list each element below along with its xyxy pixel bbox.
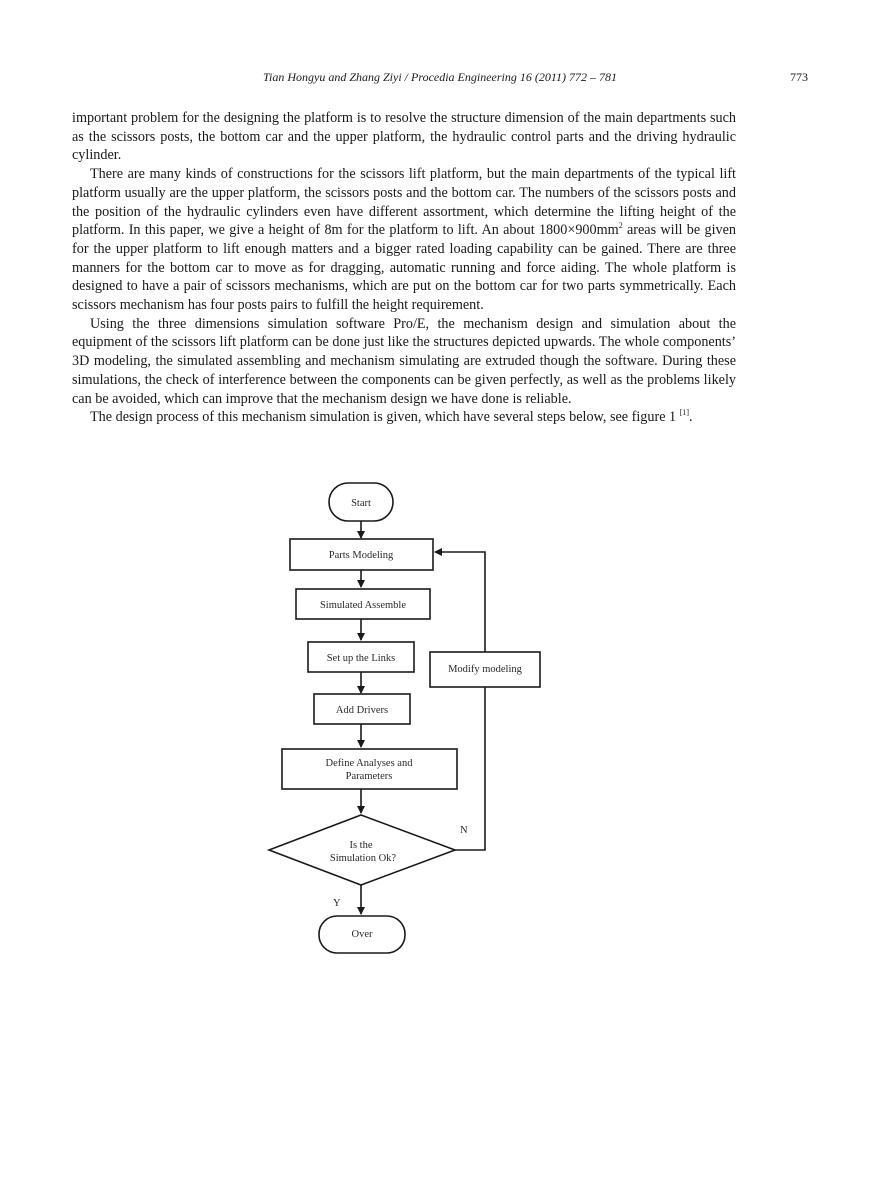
paragraph-4-text: The design process of this mechanism simulation is given, which have several steps below, see figure 1 (90, 409, 677, 426)
modify-modeling-label: Modify modeling (448, 664, 522, 675)
add-drivers-label: Add Drivers (335, 705, 389, 716)
define-analyses-label-line1: Define Analyses and (325, 758, 413, 769)
decision-label-line1: Is the (349, 840, 373, 851)
simulated-assemble-label: Simulated Assemble (319, 600, 407, 611)
area-text: An about 1800×900mm (481, 222, 619, 239)
citation-ref: [1] (679, 408, 690, 418)
set-up-links-label: Set up the Links (326, 653, 396, 664)
paragraph-2-rest: areas will be given for the upper platform to lift enough matters and a bigger rated loading capability can be gained. There are three manners for the bottom car to move as for dragging, automatic running and force aiding. The whole platform is designed to have a pair of scissors mechanisms, which are put on the bottom car for two parts symmetrically. Each scissors mechanism has four posts pairs to fulfill the height requirement. (72, 222, 737, 314)
decision-label-line2: Simulation Ok? (329, 853, 397, 864)
paragraph-2-main: There are many kinds of constructions for the scissors lift platform, but the main departments of the typical lift platform usually are the upper platform, the scissors posts and the bottom car. The numbers of the scissors posts and the position of the hydraulic cylinders even have different assortment, which determine the lifting height of the platform. In this paper, we give a height of 8m for the platform to lift. (72, 166, 736, 239)
page-number: 773 (790, 70, 808, 84)
define-analyses-box (282, 749, 457, 789)
loop-back-line (435, 552, 485, 850)
area-superscript: 2 (618, 221, 623, 231)
over-label: Over (351, 929, 373, 940)
yes-branch-label: Y (333, 898, 341, 909)
paragraph-1: important problem for the designing the platform is to resolve the structure dimension of the main departments such as the scissors posts, the bottom car and the upper platform, the hydraulic control parts and the driving hydraulic cylinder. (72, 110, 736, 164)
running-title: Tian Hongyu and Zhang Ziyi / Procedia Engineering 16 (2011) 772 – 781 (263, 70, 617, 84)
start-label: Start (351, 498, 371, 509)
define-analyses-label-line2: Parameters (345, 771, 393, 782)
no-branch-label: N (460, 825, 468, 836)
paragraph-3: Using the three dimensions simulation software Pro/E, the mechanism design and simulation about the equipment of the scissors lift platform can be done just like the structures depicted upwards. The whole components’ 3D modeling, the simulated assembling and mechanism simulating are extruded though the software. During these simulations, the check of interference between the components can be given perfectly, as well as the problems likely can be avoided, which can improve that the mechanism design we have done is reliable. (72, 315, 736, 407)
parts-modeling-label: Parts Modeling (328, 550, 394, 561)
paragraph-4-end: . (689, 409, 693, 426)
